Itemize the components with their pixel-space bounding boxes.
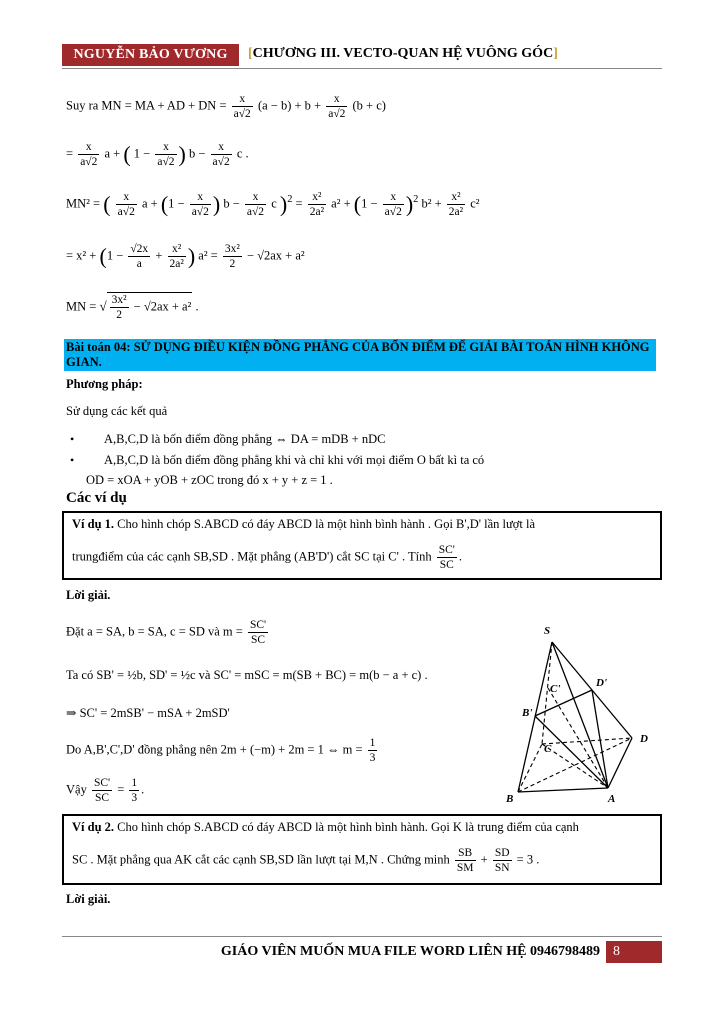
method-bullet-2b: OD = xOA + yOB + zOC trong đó x + y + z = 1 . (86, 473, 333, 487)
label-d-prime: D' (596, 677, 607, 689)
fraction (92, 776, 112, 805)
page-header (62, 44, 662, 69)
eq-tail: c . (236, 146, 249, 161)
eq-period: . (195, 299, 199, 314)
label-b: B (506, 793, 514, 805)
solution-1-line-1 (66, 618, 270, 647)
label-c-prime: C' (550, 683, 561, 695)
sol1-vay: Vậy (66, 782, 87, 797)
edge-bc-hidden (518, 744, 542, 792)
fraction: $\frac{x}{a√2}$ (246, 191, 265, 218)
label-a: A (608, 793, 616, 805)
sol1-period: . (141, 782, 145, 797)
solution-1-line-5 (66, 776, 144, 805)
frac-num: x (211, 140, 232, 155)
frac-num: SD (494, 847, 510, 859)
example-1-text-1: Cho hình chóp S.ABCD có đáy ABCD là một hình bình hành . Gọi B',D' lần lượt là (117, 517, 536, 531)
label-d: D (640, 733, 648, 745)
edge-ca-hidden (542, 744, 608, 788)
edge-sa (552, 642, 608, 788)
method-bullet-2: A,B,C,D là bốn điểm đồng phẳng khi và chỉ khi với mọi điểm O bất kì ta có (104, 453, 485, 467)
fraction: $\frac{\text{3x²}}{2}$ (111, 294, 127, 321)
frac-num: SC' (93, 777, 111, 789)
equation-mn2-expanded: = x² + (1 − $\frac{√2x}{a}$ + $\frac{\text{x²}}{\text{2a²}}$ ) a² = $\frac{\text{3x²}}{2}$ − √2ax + a² (66, 243, 305, 270)
equation-mn-vector (66, 92, 386, 121)
author-badge: NGUYỄN BẢO VƯƠNG (62, 44, 239, 66)
eq-term2: (b + c) (352, 98, 386, 113)
equation-mn-result: MN = √ $\frac{\text{3x²}}{2}$ − √2ax + a² . (66, 294, 199, 321)
example-1-tail: . (458, 549, 462, 564)
label-c: C (544, 743, 552, 755)
edge-cd-hidden (542, 738, 632, 744)
method-intro: Sử dụng các kết quả (66, 404, 168, 418)
frac-den: SC (94, 792, 110, 804)
eq-mn-label: MN = (66, 299, 97, 314)
solution-1-line-4 (66, 736, 379, 765)
fraction (129, 776, 139, 805)
example-2-line-2 (72, 846, 539, 875)
frac-den: 3 (131, 792, 138, 804)
solution-1-line-2: Ta có SB' = ½b, SD' = ½c và SC' = mSC = m(SB + BC) = m(b − a + c) . (66, 668, 428, 682)
frac-num: x (232, 92, 253, 107)
footer-text: GIÁO VIÊN MUỐN MUA FILE WORD LIÊN HỆ 0946798489 (220, 944, 600, 959)
example-2-text-1: Cho hình chóp S.ABCD có đáy ABCD là một hình bình hành. Gọi K là trung điểm của cạnh (117, 820, 579, 834)
sol1-text-1: Đặt a = SA, b = SA, c = SD và m = (66, 624, 243, 639)
problem-banner: Bài toán 04: SỬ DỤNG ĐIỀU KIỆN ĐỒNG PHẲNG CỦA BỐN ĐIỂM ĐỂ GIẢI BÀI TOÁN HÌNH KHÔNG GIAN. (64, 339, 656, 371)
example-1-text-2: trungđiểm của các cạnh SB,SD . Mặt phẳng (AB'D') cắt SC tại C' . Tính (72, 549, 432, 564)
frac-den: SC (439, 559, 454, 571)
solution-1-line-3: ⇒ SC' = 2mSB' − mSA + 2mSD' (66, 706, 230, 720)
frac-den: SM (456, 862, 474, 874)
label-s: S (544, 625, 551, 637)
eq-term1: (a − b) + b + (257, 98, 322, 113)
frac-den: SN (494, 862, 510, 874)
fraction (211, 140, 232, 169)
label-b-prime: B' (522, 707, 533, 719)
bullet-dot: • (70, 432, 75, 446)
edge-ba (518, 788, 608, 792)
frac-num: x (78, 140, 99, 155)
frac-num: 1 (131, 777, 138, 789)
chapter-title: [CHƯƠNG III. VECTO-QUAN HỆ VUÔNG GÓC] (248, 46, 558, 61)
fraction: $\frac{x}{a√2}$ (117, 191, 135, 218)
text-suy-ra: Suy ra (66, 98, 99, 113)
fraction (78, 140, 99, 169)
equation-mn-simplified: = $\frac{x}{a√2}$ a + ( 1 − $\frac{x}{a√2}$ ) b − $\frac{x}{a√2}$ c . (66, 141, 249, 168)
example-2-box (62, 814, 662, 885)
equation-mn-squared: MN² = ( $\frac{x}{a√2}$ a + (1 − $\frac{x}{a√2}$ ) b − $\frac{x}{a√2}$ c )$^2$ = $\frac{\text{x²}}{\text{2a²}}$ a² + (1 − $\frac{x}{a√2}$ )$^2$ b² + $\frac{\text{x²}}{\text{2a²}}$ c² (66, 191, 480, 218)
example-2-line-1 (72, 820, 579, 835)
frac-num: x (155, 140, 176, 155)
method-label: Phương pháp: (66, 377, 143, 391)
edge-dprime-a (592, 690, 608, 788)
frac-den: a√2 (212, 156, 230, 168)
fraction (248, 618, 268, 647)
example-1-line-2 (72, 543, 462, 572)
frac-num: SB (455, 846, 476, 861)
method-bullet-1: A,B,C,D là bốn điểm đồng phẳng ⇔ DA = mDB + nDC (104, 432, 386, 446)
edge-bd-hidden (518, 738, 632, 792)
solution-2-label: Lời giải. (66, 892, 111, 906)
fraction: $\frac{x}{a√2}$ (191, 191, 209, 218)
frac-den: a√2 (157, 156, 175, 168)
fraction: $\frac{x}{a√2}$ (384, 191, 402, 218)
example-1-label: Ví dụ 1. (72, 517, 115, 531)
fraction (155, 140, 176, 169)
frac-num: 1 (369, 737, 376, 749)
frac-den: a√2 (80, 156, 98, 168)
example-2-eq: = 3 . (516, 852, 540, 867)
fraction (232, 92, 253, 121)
fraction: $\frac{\text{3x²}}{2}$ (224, 243, 240, 270)
fraction (368, 736, 378, 765)
examples-heading: Các ví dụ (66, 490, 127, 506)
eq-mn2-label: MN² = (66, 196, 101, 211)
solution-1-label: Lời giải. (66, 588, 111, 602)
frac-den: a√2 (233, 108, 251, 120)
example-1-box (62, 511, 662, 580)
chapter-text: CHƯƠNG III. VECTO-QUAN HỆ VUÔNG GÓC (252, 46, 554, 61)
frac-den: SC (250, 634, 266, 646)
fraction: $\frac{\text{x²}}{\text{2a²}}$ (309, 191, 325, 218)
edge-ad (608, 738, 632, 788)
fraction (326, 92, 347, 121)
eq-mn-sum: MN = MA + AD + DN = (101, 98, 227, 113)
fraction (455, 846, 476, 875)
sol1-text-4: Do A,B',C',D' đồng phẳng nên 2m + (−m) + 2m = 1 ⇔ m = (66, 742, 363, 757)
frac-den: a√2 (328, 108, 346, 120)
fraction (437, 543, 457, 572)
example-1-line-1 (72, 517, 535, 532)
frac-num: x (326, 92, 347, 107)
example-2-label: Ví dụ 2. (72, 820, 115, 834)
example-2-text-2: SC . Mặt phẳng qua AK cắt các cạnh SB,SD lần lượt tại M,N . Chứng minh (72, 852, 450, 867)
plus-sign: + (480, 852, 488, 867)
fraction: $\frac{√2x}{a}$ (130, 243, 149, 270)
frac-num: SC' (438, 544, 455, 556)
frac-num: SC' (249, 619, 267, 631)
edge-bprime-dprime (535, 690, 592, 716)
fraction (493, 846, 512, 875)
fraction: $\frac{\text{x²}}{\text{2a²}}$ (448, 191, 464, 218)
sol1-eq: = (117, 782, 125, 797)
frac-den: 3 (369, 752, 376, 764)
page-number: 8 (606, 941, 662, 963)
page-footer (62, 936, 662, 967)
bullet-dot: • (70, 453, 75, 467)
fraction: $\frac{\text{x²}}{\text{2a²}}$ (169, 243, 184, 270)
pyramid-figure (500, 620, 660, 810)
